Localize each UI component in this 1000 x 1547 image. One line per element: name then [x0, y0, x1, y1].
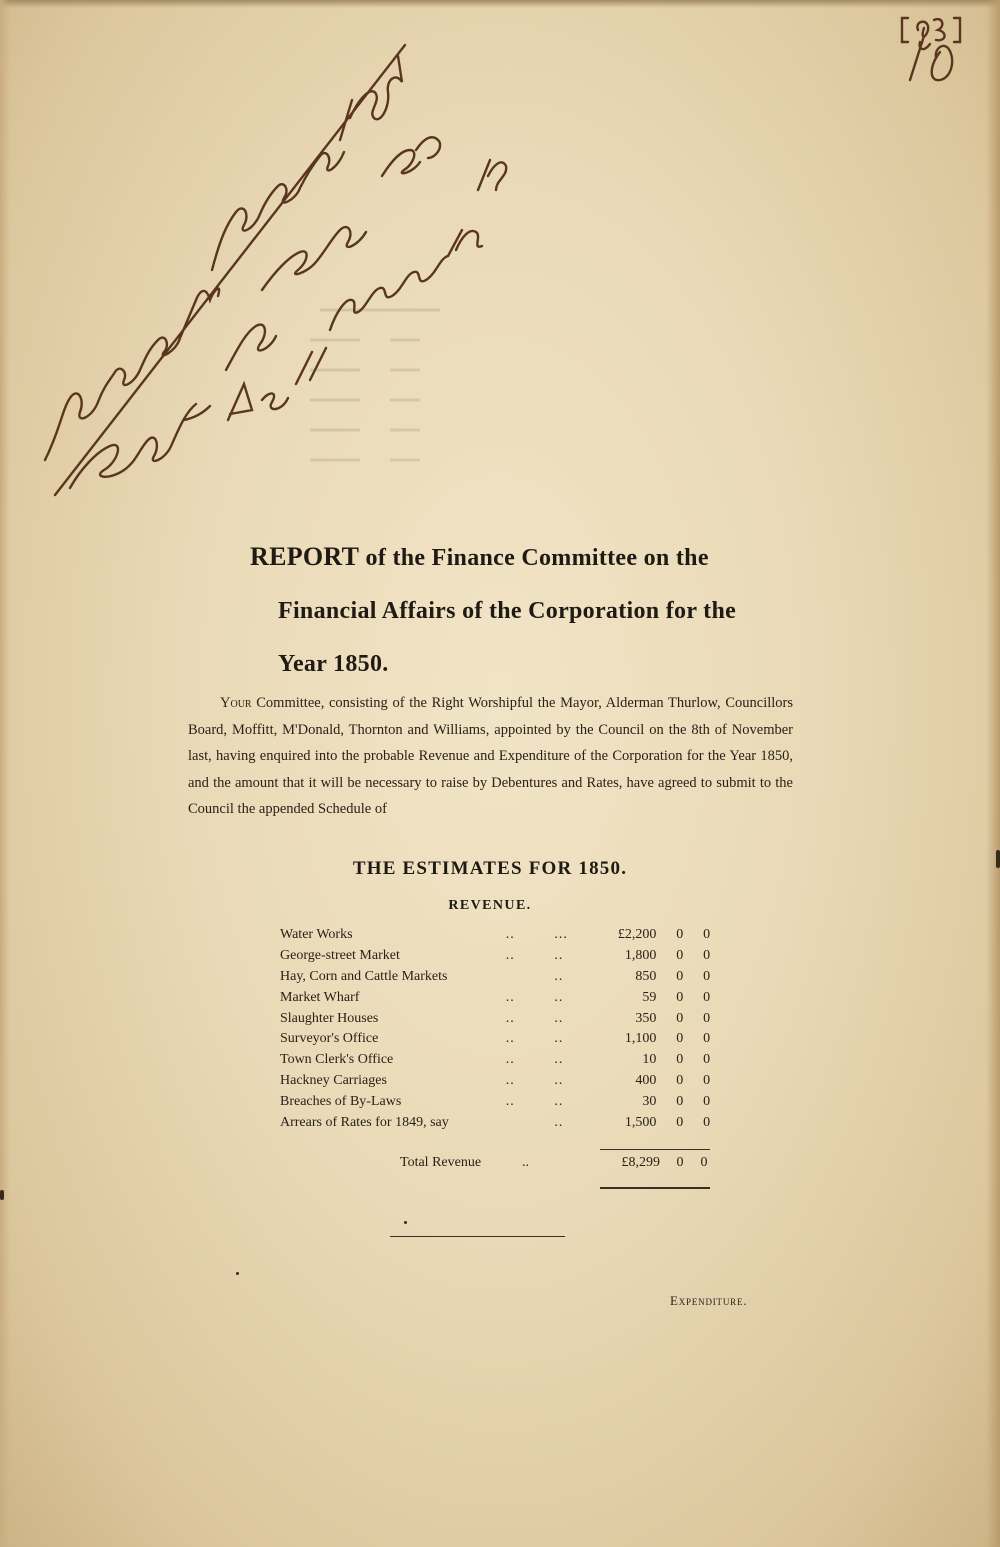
revenue-item-label: Town Clerk's Office: [280, 1052, 394, 1068]
revenue-heading: REVENUE.: [448, 898, 532, 913]
revenue-item-shillings: 0: [676, 1093, 684, 1109]
report-title: [250, 530, 810, 691]
revenue-item-leader: ..: [554, 1031, 564, 1047]
title-line-1: [250, 542, 709, 571]
revenue-item-pounds: 1,800: [624, 948, 657, 964]
revenue-row: [280, 1008, 720, 1029]
revenue-row: [280, 1029, 720, 1050]
revenue-item-pence: 0: [703, 948, 711, 964]
revenue-item-leader: ..: [505, 948, 515, 964]
revenue-item-pounds: 1,500: [624, 1114, 657, 1130]
revenue-item-leader: ...: [554, 927, 568, 943]
handwritten-endorsement: [0, 0, 520, 540]
revenue-row: [280, 1112, 720, 1133]
revenue-item-pounds: 400: [635, 1072, 657, 1088]
section-divider: [390, 1236, 565, 1237]
revenue-row: [280, 925, 720, 946]
revenue-item-leader: ..: [554, 1072, 564, 1088]
revenue-item-shillings: 0: [676, 927, 684, 943]
revenue-item-leader: ..: [505, 1052, 515, 1068]
revenue-item-leader: ..: [505, 989, 515, 1005]
revenue-row: [280, 946, 720, 967]
revenue-item-leader: ..: [554, 1010, 564, 1026]
revenue-item-leader: [506, 1112, 555, 1133]
total-revenue-leader: ..: [522, 1155, 529, 1170]
estimates-heading: THE ESTIMATES FOR 1850.: [352, 858, 628, 879]
total-revenue-row: [400, 1155, 720, 1171]
revenue-item-label: George-street Market: [280, 948, 400, 964]
revenue-item-pence: 0: [703, 1010, 711, 1026]
revenue-item-leader: ..: [554, 1114, 564, 1130]
revenue-row: [280, 967, 720, 988]
intro-text: Committee, consisting of the Right Worshipful the Mayor, Alderman Thurlow, Councillors Board, Moffitt, M'Donald, Thornton and Williams, appointed by the Council on the 8th of November last, having enquired into the probable Revenue and Expenditure of the Corporation for the Year 1850, and the amount that it will be necessary to raise by Debentures and Rates, have agreed to submit to the Council the appended Schedule of: [188, 695, 793, 817]
revenue-item-label: Market Wharf: [280, 989, 360, 1005]
revenue-item-label: Arrears of Rates for 1849, say: [280, 1114, 449, 1130]
revenue-item-pence: 0: [703, 1031, 711, 1047]
total-revenue-pounds: £8,299: [621, 1155, 660, 1170]
revenue-item-pounds: £2,200: [617, 927, 657, 943]
revenue-item-label: Surveyor's Office: [280, 1031, 379, 1047]
revenue-item-shillings: 0: [676, 1010, 684, 1026]
catchword: Expenditure.: [670, 1293, 748, 1308]
total-revenue-label: Total Revenue: [400, 1155, 482, 1170]
sum-rule-bottom: [600, 1187, 710, 1189]
revenue-item-pounds: 350: [635, 1010, 657, 1026]
revenue-item-leader: ..: [554, 1052, 564, 1068]
revenue-item-shillings: 0: [676, 1031, 684, 1047]
revenue-item-leader: ..: [505, 1072, 515, 1088]
revenue-item-shillings: 0: [676, 1072, 684, 1088]
revenue-item-leader: ..: [554, 989, 564, 1005]
title-line-3: Year 1850.: [278, 651, 389, 677]
revenue-item-pounds: 30: [642, 1093, 657, 1109]
revenue-item-leader: ..: [554, 968, 564, 984]
total-revenue-shillings: 0: [676, 1155, 684, 1170]
ink-speck: [404, 1221, 407, 1224]
intro-paragraph: [188, 690, 793, 823]
revenue-item-leader: ..: [505, 1093, 515, 1109]
revenue-row: [280, 1071, 720, 1092]
revenue-item-pounds: 1,100: [624, 1031, 657, 1047]
revenue-item-pounds: 10: [642, 1052, 657, 1068]
revenue-item-pence: 0: [703, 968, 711, 984]
title-line-1-rest: of the Finance Committee on the: [365, 545, 709, 571]
revenue-item-shillings: 0: [676, 1052, 684, 1068]
revenue-item-leader: ..: [554, 948, 564, 964]
binding-mark: [996, 850, 1000, 868]
revenue-item-label: Slaughter Houses: [280, 1010, 379, 1026]
revenue-item-pounds: 59: [642, 989, 657, 1005]
revenue-table: [280, 925, 720, 1133]
revenue-row: [280, 1050, 720, 1071]
revenue-item-pounds: 850: [635, 968, 657, 984]
sum-rule-top: [600, 1149, 710, 1150]
revenue-item-shillings: 0: [676, 968, 684, 984]
revenue-item-pence: 0: [703, 989, 711, 1005]
revenue-item-label: Hackney Carriages: [280, 1072, 387, 1088]
total-revenue-pence: 0: [700, 1155, 708, 1170]
revenue-item-label: Water Works: [280, 927, 353, 943]
revenue-item-label: Hay, Corn and Cattle Markets: [280, 968, 448, 984]
title-line-2: Financial Affairs of the Corporation for the: [278, 598, 737, 624]
title-report-word: REPORT: [250, 542, 360, 571]
folio-number: [890, 8, 990, 88]
page-edge-right: [986, 0, 1000, 1547]
revenue-item-label: Breaches of By-Laws: [280, 1093, 402, 1109]
revenue-item-leader: [506, 967, 555, 988]
revenue-row: [280, 1091, 720, 1112]
ink-speck: [236, 1272, 239, 1275]
revenue-item-leader: ..: [505, 1031, 515, 1047]
revenue-item-shillings: 0: [676, 948, 684, 964]
revenue-item-shillings: 0: [676, 989, 684, 1005]
revenue-item-pence: 0: [703, 1052, 711, 1068]
revenue-row: [280, 987, 720, 1008]
revenue-item-leader: ..: [505, 927, 515, 943]
revenue-item-shillings: 0: [676, 1114, 684, 1130]
revenue-item-pence: 0: [703, 1114, 711, 1130]
revenue-item-leader: ..: [554, 1093, 564, 1109]
intro-lead-word: Your: [220, 695, 252, 711]
binding-mark: [0, 1190, 4, 1200]
revenue-item-leader: ..: [505, 1010, 515, 1026]
revenue-item-pence: 0: [703, 1072, 711, 1088]
revenue-item-pence: 0: [703, 927, 711, 943]
revenue-item-pence: 0: [703, 1093, 711, 1109]
